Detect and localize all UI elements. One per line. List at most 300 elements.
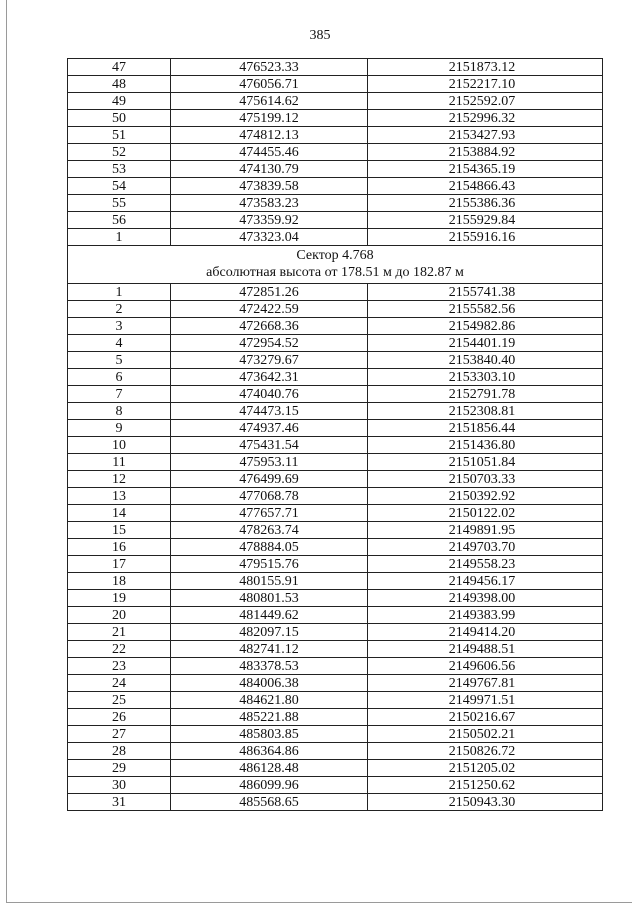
x-coordinate-value: 473323.04 (239, 230, 299, 245)
y-coordinate-value: 2153427.93 (448, 128, 516, 143)
sector-title: Сектор 4.768 (296, 248, 374, 263)
table-row (68, 335, 603, 352)
point-number-value: 30 (112, 778, 126, 793)
table-row (68, 195, 603, 212)
y-coordinate-value: 2149971.51 (448, 693, 516, 708)
point-number-value: 22 (112, 642, 126, 657)
point-number-value: 3 (115, 319, 123, 334)
x-coordinate-cell (171, 590, 368, 607)
x-coordinate-value: 486128.48 (239, 761, 299, 776)
point-number-cell (68, 403, 171, 420)
table-row (68, 59, 603, 76)
y-coordinate-value: 2154982.86 (448, 319, 516, 334)
y-coordinate-cell (368, 505, 603, 522)
point-number-cell (68, 658, 171, 675)
x-coordinate-value: 472668.36 (239, 319, 299, 334)
y-coordinate-value: 2152217.10 (448, 77, 516, 92)
table-row (68, 709, 603, 726)
sector-header-row (68, 246, 603, 284)
y-coordinate-cell (368, 93, 603, 110)
x-coordinate-cell (171, 93, 368, 110)
table-row (68, 607, 603, 624)
point-number-cell (68, 178, 171, 195)
point-number-value: 16 (112, 540, 126, 555)
point-number-cell (68, 454, 171, 471)
point-number-value: 19 (112, 591, 126, 606)
x-coordinate-value: 476523.33 (239, 60, 299, 75)
y-coordinate-value: 2154866.43 (448, 179, 516, 194)
table-row (68, 403, 603, 420)
table-row (68, 178, 603, 195)
x-coordinate-value: 477657.71 (239, 506, 299, 521)
y-coordinate-value: 2154365.19 (448, 162, 516, 177)
point-number-value: 54 (112, 179, 126, 194)
point-number-value: 47 (112, 60, 126, 75)
point-number-value: 31 (112, 795, 126, 810)
point-number-value: 28 (112, 744, 126, 759)
y-coordinate-cell (368, 110, 603, 127)
point-number-value: 18 (112, 574, 126, 589)
page-number: 385 (309, 28, 331, 43)
point-number-cell (68, 369, 171, 386)
table-row (68, 318, 603, 335)
point-number-cell (68, 488, 171, 505)
table-row (68, 777, 603, 794)
point-number-cell (68, 556, 171, 573)
point-number-value: 52 (112, 145, 126, 160)
point-number-value: 55 (112, 196, 126, 211)
x-coordinate-value: 475614.62 (239, 94, 299, 109)
point-number-value: 50 (112, 111, 126, 126)
x-coordinate-value: 475431.54 (239, 438, 299, 453)
y-coordinate-value: 2150703.33 (448, 472, 516, 487)
point-number-cell (68, 743, 171, 760)
x-coordinate-value: 472422.59 (239, 302, 299, 317)
point-number-cell (68, 161, 171, 178)
y-coordinate-value: 2155741.38 (448, 285, 516, 300)
y-coordinate-value: 2155582.56 (448, 302, 516, 317)
y-coordinate-value: 2150826.72 (448, 744, 516, 759)
x-coordinate-cell (171, 284, 368, 301)
y-coordinate-value: 2154401.19 (448, 336, 516, 351)
point-number-value: 1 (115, 230, 123, 245)
y-coordinate-value: 2149456.17 (448, 574, 516, 589)
x-coordinate-cell (171, 369, 368, 386)
x-coordinate-cell (171, 403, 368, 420)
y-coordinate-value: 2153303.10 (448, 370, 516, 385)
table-row (68, 454, 603, 471)
point-number-value: 23 (112, 659, 126, 674)
table-row (68, 76, 603, 93)
y-coordinate-cell (368, 403, 603, 420)
x-coordinate-cell (171, 352, 368, 369)
table-row (68, 212, 603, 229)
table-row (68, 692, 603, 709)
point-number-value: 27 (112, 727, 126, 742)
x-coordinate-value: 485803.85 (239, 727, 299, 742)
point-number-cell (68, 301, 171, 318)
y-coordinate-value: 2152791.78 (448, 387, 516, 402)
x-coordinate-cell (171, 488, 368, 505)
x-coordinate-value: 480155.91 (239, 574, 299, 589)
x-coordinate-cell (171, 161, 368, 178)
x-coordinate-cell (171, 420, 368, 437)
point-number-value: 29 (112, 761, 126, 776)
table-row (68, 641, 603, 658)
point-number-cell (68, 573, 171, 590)
x-coordinate-cell (171, 675, 368, 692)
y-coordinate-value: 2153840.40 (448, 353, 516, 368)
rows-before-group (68, 59, 603, 246)
x-coordinate-value: 474130.79 (239, 162, 299, 177)
x-coordinate-value: 478263.74 (239, 523, 299, 538)
y-coordinate-cell (368, 127, 603, 144)
sector-altitude: абсолютная высота от 178.51 м до 182.87 м (206, 265, 464, 280)
y-coordinate-cell (368, 794, 603, 811)
point-number-value: 24 (112, 676, 126, 691)
y-coordinate-cell (368, 335, 603, 352)
table-row (68, 794, 603, 811)
x-coordinate-value: 472851.26 (239, 285, 299, 300)
y-coordinate-cell (368, 420, 603, 437)
y-coordinate-cell (368, 284, 603, 301)
x-coordinate-value: 478884.05 (239, 540, 299, 555)
y-coordinate-value: 2150392.92 (448, 489, 516, 504)
table-row (68, 301, 603, 318)
x-coordinate-cell (171, 110, 368, 127)
y-coordinate-cell (368, 301, 603, 318)
x-coordinate-value: 479515.76 (239, 557, 299, 572)
y-coordinate-cell (368, 318, 603, 335)
x-coordinate-value: 476499.69 (239, 472, 299, 487)
point-number-cell (68, 127, 171, 144)
table-row (68, 369, 603, 386)
rows-after-group (68, 284, 603, 811)
x-coordinate-cell (171, 539, 368, 556)
x-coordinate-cell (171, 777, 368, 794)
y-coordinate-cell (368, 709, 603, 726)
x-coordinate-value: 482741.12 (239, 642, 299, 657)
y-coordinate-cell (368, 369, 603, 386)
x-coordinate-cell (171, 726, 368, 743)
table-row (68, 386, 603, 403)
y-coordinate-value: 2149606.56 (448, 659, 516, 674)
point-number-value: 53 (112, 162, 126, 177)
y-coordinate-value: 2150122.02 (448, 506, 516, 521)
y-coordinate-cell (368, 76, 603, 93)
x-coordinate-value: 472954.52 (239, 336, 299, 351)
point-number-cell (68, 93, 171, 110)
table-row (68, 573, 603, 590)
point-number-value: 10 (112, 438, 126, 453)
point-number-cell (68, 760, 171, 777)
table-row (68, 624, 603, 641)
table-row (68, 743, 603, 760)
y-coordinate-value: 2149703.70 (448, 540, 516, 555)
point-number-value: 20 (112, 608, 126, 623)
y-coordinate-cell (368, 658, 603, 675)
point-number-value: 25 (112, 693, 126, 708)
point-number-cell (68, 692, 171, 709)
table-row (68, 760, 603, 777)
x-coordinate-value: 477068.78 (239, 489, 299, 504)
point-number-cell (68, 420, 171, 437)
point-number-cell (68, 318, 171, 335)
x-coordinate-value: 475953.11 (239, 455, 299, 470)
x-coordinate-cell (171, 692, 368, 709)
table-row (68, 437, 603, 454)
y-coordinate-value: 2149488.51 (448, 642, 516, 657)
x-coordinate-value: 474937.46 (239, 421, 299, 436)
y-coordinate-cell (368, 743, 603, 760)
x-coordinate-value: 485221.88 (239, 710, 299, 725)
table-row (68, 556, 603, 573)
y-coordinate-cell (368, 352, 603, 369)
point-number-cell (68, 539, 171, 556)
point-number-cell (68, 624, 171, 641)
x-coordinate-value: 484006.38 (239, 676, 299, 691)
x-coordinate-value: 474455.46 (239, 145, 299, 160)
table-row (68, 471, 603, 488)
point-number-value: 26 (112, 710, 126, 725)
point-number-value: 8 (115, 404, 123, 419)
y-coordinate-cell (368, 161, 603, 178)
point-number-value: 49 (112, 94, 126, 109)
table-row (68, 675, 603, 692)
point-number-cell (68, 794, 171, 811)
x-coordinate-value: 473583.23 (239, 196, 299, 211)
y-coordinate-value: 2155916.16 (448, 230, 516, 245)
y-coordinate-value: 2149891.95 (448, 523, 516, 538)
y-coordinate-value: 2149414.20 (448, 625, 516, 640)
y-coordinate-value: 2152996.32 (448, 111, 516, 126)
y-coordinate-value: 2155929.84 (448, 213, 516, 228)
point-number-cell (68, 212, 171, 229)
point-number-cell (68, 607, 171, 624)
y-coordinate-value: 2150943.30 (448, 795, 516, 810)
table-row (68, 539, 603, 556)
point-number-cell (68, 110, 171, 127)
x-coordinate-cell (171, 607, 368, 624)
y-coordinate-cell (368, 607, 603, 624)
x-coordinate-cell (171, 318, 368, 335)
x-coordinate-value: 486364.86 (239, 744, 299, 759)
x-coordinate-value: 473642.31 (239, 370, 299, 385)
y-coordinate-cell (368, 692, 603, 709)
y-coordinate-cell (368, 760, 603, 777)
x-coordinate-cell (171, 229, 368, 246)
y-coordinate-cell (368, 488, 603, 505)
x-coordinate-cell (171, 760, 368, 777)
x-coordinate-cell (171, 522, 368, 539)
table-row (68, 127, 603, 144)
point-number-value: 11 (112, 455, 126, 470)
x-coordinate-cell (171, 743, 368, 760)
y-coordinate-value: 2153884.92 (448, 145, 516, 160)
y-coordinate-cell (368, 59, 603, 76)
point-number-value: 2 (115, 302, 123, 317)
point-number-value: 12 (112, 472, 126, 487)
table-row (68, 590, 603, 607)
x-coordinate-value: 474473.15 (239, 404, 299, 419)
point-number-cell (68, 76, 171, 93)
y-coordinate-value: 2151856.44 (448, 421, 516, 436)
x-coordinate-value: 485568.65 (239, 795, 299, 810)
x-coordinate-cell (171, 709, 368, 726)
y-coordinate-cell (368, 539, 603, 556)
table-row (68, 110, 603, 127)
point-number-cell (68, 144, 171, 161)
point-number-cell (68, 229, 171, 246)
x-coordinate-value: 473839.58 (239, 179, 299, 194)
point-number-cell (68, 59, 171, 76)
y-coordinate-value: 2151051.84 (448, 455, 516, 470)
y-coordinate-value: 2149383.99 (448, 608, 516, 623)
x-coordinate-value: 474812.13 (239, 128, 299, 143)
y-coordinate-cell (368, 522, 603, 539)
x-coordinate-value: 481449.62 (239, 608, 299, 623)
point-number-value: 15 (112, 523, 126, 538)
y-coordinate-value: 2150216.67 (448, 710, 516, 725)
x-coordinate-value: 483378.53 (239, 659, 299, 674)
point-number-cell (68, 709, 171, 726)
table-row (68, 505, 603, 522)
x-coordinate-cell (171, 76, 368, 93)
table-row (68, 522, 603, 539)
point-number-value: 4 (115, 336, 123, 351)
y-coordinate-value: 2151250.62 (448, 778, 516, 793)
x-coordinate-cell (171, 573, 368, 590)
x-coordinate-cell (171, 454, 368, 471)
table-row (68, 658, 603, 675)
y-coordinate-value: 2151873.12 (448, 60, 516, 75)
y-coordinate-value: 2149398.00 (448, 591, 516, 606)
x-coordinate-cell (171, 556, 368, 573)
point-number-cell (68, 437, 171, 454)
x-coordinate-cell (171, 794, 368, 811)
table-row (68, 144, 603, 161)
x-coordinate-cell (171, 386, 368, 403)
point-number-value: 14 (112, 506, 126, 521)
coordinates-table (67, 58, 603, 811)
table-row (68, 93, 603, 110)
point-number-cell (68, 777, 171, 794)
x-coordinate-cell (171, 127, 368, 144)
y-coordinate-cell (368, 178, 603, 195)
y-coordinate-value: 2150502.21 (448, 727, 516, 742)
y-coordinate-cell (368, 777, 603, 794)
x-coordinate-cell (171, 212, 368, 229)
x-coordinate-cell (171, 505, 368, 522)
point-number-cell (68, 471, 171, 488)
y-coordinate-cell (368, 229, 603, 246)
x-coordinate-cell (171, 624, 368, 641)
point-number-cell (68, 641, 171, 658)
point-number-value: 1 (115, 285, 123, 300)
y-coordinate-value: 2151205.02 (448, 761, 516, 776)
y-coordinate-value: 2152592.07 (448, 94, 516, 109)
y-coordinate-value: 2149558.23 (448, 557, 516, 572)
y-coordinate-cell (368, 386, 603, 403)
y-coordinate-cell (368, 624, 603, 641)
y-coordinate-cell (368, 573, 603, 590)
y-coordinate-value: 2155386.36 (448, 196, 516, 211)
point-number-cell (68, 386, 171, 403)
point-number-cell (68, 675, 171, 692)
point-number-value: 7 (115, 387, 123, 402)
table-row (68, 726, 603, 743)
y-coordinate-value: 2149767.81 (448, 676, 516, 691)
y-coordinate-cell (368, 454, 603, 471)
point-number-value: 13 (112, 489, 126, 504)
sector-header-cell (68, 246, 603, 284)
point-number-value: 9 (115, 421, 123, 436)
x-coordinate-cell (171, 335, 368, 352)
x-coordinate-cell (171, 641, 368, 658)
point-number-value: 6 (115, 370, 123, 385)
y-coordinate-cell (368, 195, 603, 212)
table-row (68, 352, 603, 369)
table-row (68, 161, 603, 178)
y-coordinate-cell (368, 471, 603, 488)
y-coordinate-cell (368, 556, 603, 573)
x-coordinate-value: 484621.80 (239, 693, 299, 708)
x-coordinate-value: 486099.96 (239, 778, 299, 793)
table-row (68, 284, 603, 301)
x-coordinate-cell (171, 471, 368, 488)
point-number-cell (68, 335, 171, 352)
y-coordinate-cell (368, 144, 603, 161)
y-coordinate-value: 2151436.80 (448, 438, 516, 453)
point-number-cell (68, 352, 171, 369)
x-coordinate-value: 480801.53 (239, 591, 299, 606)
table-row (68, 229, 603, 246)
sector-group (68, 246, 603, 284)
point-number-cell (68, 195, 171, 212)
y-coordinate-cell (368, 212, 603, 229)
y-coordinate-cell (368, 675, 603, 692)
x-coordinate-cell (171, 59, 368, 76)
x-coordinate-cell (171, 144, 368, 161)
point-number-cell (68, 590, 171, 607)
point-number-value: 48 (112, 77, 126, 92)
y-coordinate-cell (368, 641, 603, 658)
x-coordinate-value: 476056.71 (239, 77, 299, 92)
x-coordinate-value: 482097.15 (239, 625, 299, 640)
x-coordinate-cell (171, 301, 368, 318)
y-coordinate-cell (368, 590, 603, 607)
y-coordinate-value: 2152308.81 (448, 404, 516, 419)
point-number-value: 21 (112, 625, 126, 640)
point-number-value: 17 (112, 557, 126, 572)
x-coordinate-value: 475199.12 (239, 111, 299, 126)
x-coordinate-cell (171, 178, 368, 195)
table-row (68, 420, 603, 437)
point-number-value: 51 (112, 128, 126, 143)
x-coordinate-cell (171, 195, 368, 212)
x-coordinate-value: 474040.76 (239, 387, 299, 402)
x-coordinate-cell (171, 658, 368, 675)
point-number-cell (68, 522, 171, 539)
point-number-cell (68, 726, 171, 743)
point-number-cell (68, 284, 171, 301)
y-coordinate-cell (368, 437, 603, 454)
x-coordinate-cell (171, 437, 368, 454)
y-coordinate-cell (368, 726, 603, 743)
point-number-value: 56 (112, 213, 126, 228)
point-number-cell (68, 505, 171, 522)
x-coordinate-value: 473359.92 (239, 213, 299, 228)
